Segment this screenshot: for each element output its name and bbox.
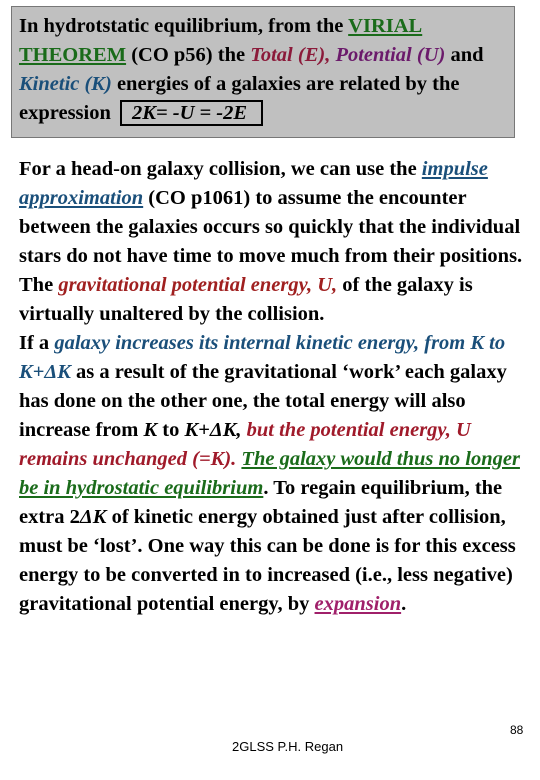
text-run: (CO p56) the [126, 44, 251, 66]
text-run: and [445, 44, 484, 66]
expansion-link[interactable]: expansion [314, 593, 402, 615]
k-plus-delta-k-symbol: K+ΔK, [184, 419, 242, 441]
text-run: of the galaxy is virtually unaltered by the collision. [19, 274, 473, 325]
text-run: The [19, 274, 59, 296]
text-run: energies of a galaxies are related by the expression [19, 73, 460, 124]
text-run: as a result of the gravitational ‘work’ each galaxy has done on the other one, the total energy will also increase from [19, 361, 507, 441]
expression-box [120, 100, 263, 126]
text-run: . [401, 593, 407, 615]
k-symbol: K [143, 419, 158, 441]
text-run: of kinetic energy obtained just after collision, must be ‘lost’. One way this can be done is for this excess energy to be converted in to increased (i.e., less negative) gravitational potential energy, by [19, 506, 516, 615]
gravitational-potential-term: gravitational potential energy, U, [58, 274, 338, 296]
text-run: If a [19, 332, 55, 354]
total-energy-term: Total (E), [250, 44, 331, 66]
text-run: For a head-on galaxy collision, we can use the [19, 158, 422, 180]
virial-theorem-link[interactable]: VIRIAL THEOREM [19, 15, 423, 66]
not-in-equilibrium-link[interactable]: The galaxy would thus no longer be in hydrostatic equilibrium [19, 448, 520, 499]
page-number: 88 [510, 723, 524, 737]
text-run: . To regain equilibrium, the extra 2 [19, 477, 503, 528]
text-run: (CO p1061) to assume the encounter between the galaxies occurs so quickly that the individual stars do not have time to move much from their positions. [19, 187, 523, 267]
energy-expression: 2K= -U = -2E [132, 102, 248, 124]
text-run: In hydrotstatic equilibrium, from the [19, 15, 349, 37]
potential-unchanged-term: but the potential energy, U remains unchanged (=K). [19, 419, 471, 470]
kinetic-increase-term: galaxy increases its internal kinetic energy, from K to K+ΔK [19, 332, 506, 383]
kinetic-energy-term: Kinetic (K) [19, 73, 112, 95]
collision-paragraph [19, 155, 524, 619]
potential-energy-term: Potential (U) [335, 44, 446, 66]
virial-theorem-paragraph [19, 12, 519, 128]
impulse-approximation-link[interactable]: impulse approximation [19, 158, 488, 209]
text-run: to [157, 419, 185, 441]
footer-author: 2GLSS P.H. Regan [232, 739, 344, 754]
delta-k-symbol: ΔK [79, 506, 107, 528]
